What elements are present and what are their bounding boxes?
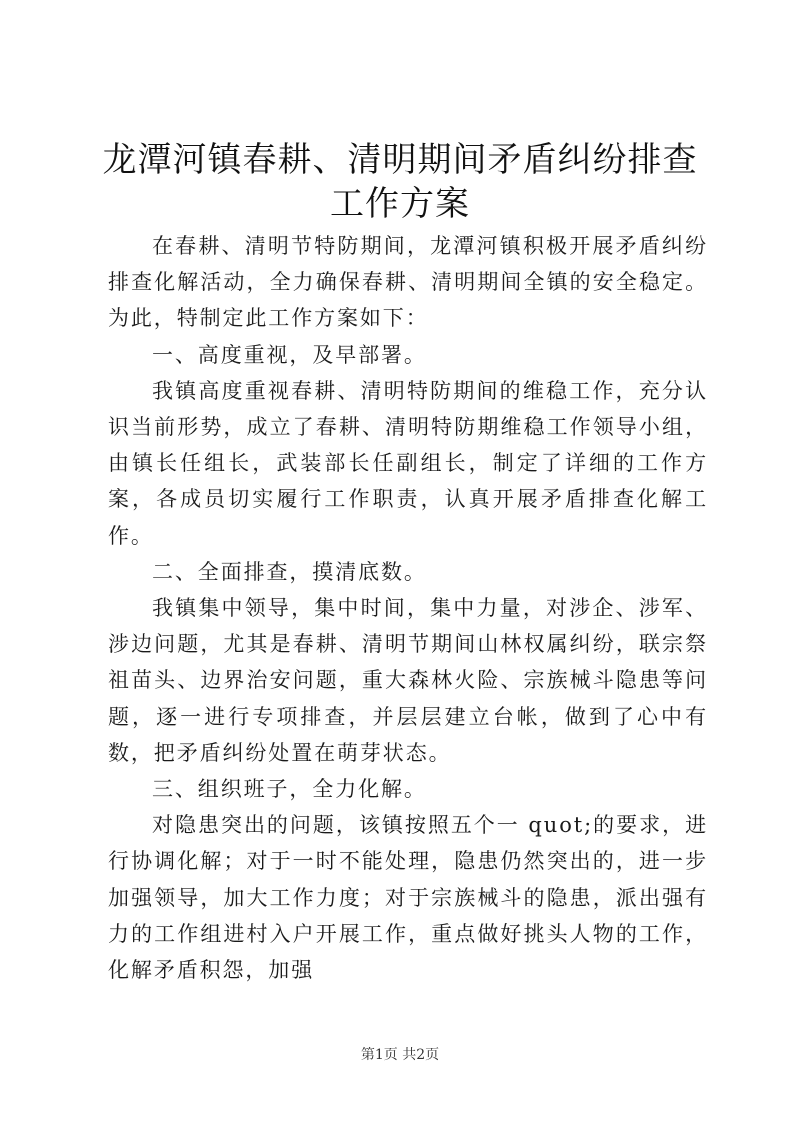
section-heading-2: 二、全面排查，摸清底数。 xyxy=(152,559,427,584)
paragraph-section-1: 我镇高度重视春耕、清明特防期间的维稳工作，充分认识当前形势，成立了春耕、清明特防期维稳工作领导小组，由镇长任组长，武装部长任副组长，制定了详细的工作方案，各成员切实履行工作职责，认真开展矛盾排查化解工作。 xyxy=(108,378,708,548)
section-heading-1: 一、高度重视，及早部署。 xyxy=(152,342,427,367)
document-body xyxy=(108,228,708,988)
page-number-footer: 第1页 共2页 xyxy=(360,1047,440,1063)
paragraph-intro: 在春耕、清明节特防期间，龙潭河镇积极开展矛盾纠纷排查化解活动，全力确保春耕、清明期间全镇的安全稳定。为此，特制定此工作方案如下： xyxy=(108,234,708,331)
paragraph-section-3: 对隐患突出的问题，该镇按照五个一 quot;的要求，进行协调化解；对于一时不能处理，隐患仍然突出的，进一步加强领导，加大工作力度；对于宗族械斗的隐患，派出强有力的工作组进村入户开展工作，重点做好挑头人物的工作，化解矛盾积怨，加强 xyxy=(108,813,708,983)
paragraph-section-2: 我镇集中领导，集中时间，集中力量，对涉企、涉军、涉边问题，尤其是春耕、清明节期间山林权属纠纷，联宗祭祖苗头、边界治安问题，重大森林火险、宗族械斗隐患等问题，逐一进行专项排查，并层层建立台帐，做到了心中有数，把矛盾纠纷处置在萌芽状态。 xyxy=(108,596,708,765)
section-heading-3: 三、组织班子，全力化解。 xyxy=(152,777,427,802)
document-title: 龙潭河镇春耕、清明期间矛盾纠纷排查工作方案 xyxy=(102,140,698,224)
